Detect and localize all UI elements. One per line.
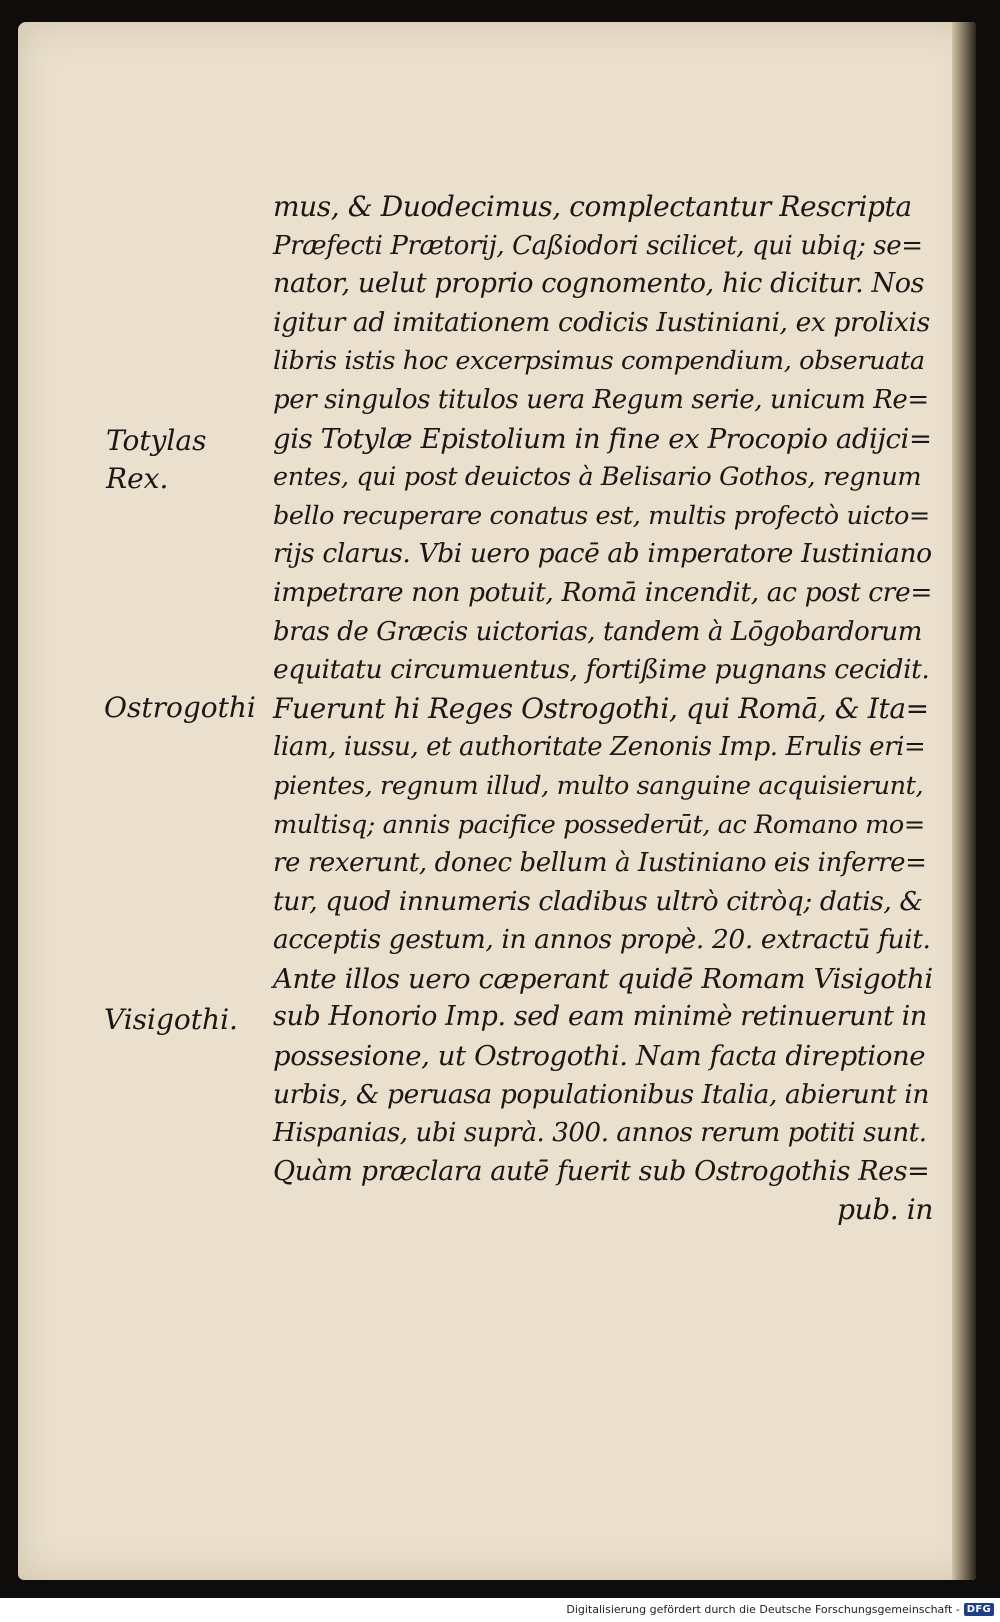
marginal-note-ostrogothi: Ostrogothi — [104, 691, 256, 724]
text-line: bello recuperare conatus est, multis profectò uicto= — [273, 500, 930, 531]
marginal-note-visigothi: Visigothi. — [104, 1003, 238, 1036]
text-line: per singulos titulos uera Regum serie, unicum Re= — [273, 384, 929, 415]
text-line: pub. in — [837, 1193, 933, 1227]
text-line: gis Totylæ Epistolium in fine ex Procopio adijci= — [273, 422, 932, 455]
text-line: tur, quod innumeris cladibus ultrò citròq; datis, & — [273, 885, 923, 917]
text-line: pientes, regnum illud, multo sanguine acquisierunt, — [273, 770, 924, 801]
text-line: libris istis hoc excerpsimus compendium, obseruata — [273, 346, 925, 377]
text-line: impetrare non potuit, Romā incendit, ac post cre= — [273, 576, 933, 608]
text-line: rijs clarus. Vbi uero pacē ab imperatore Iustiniano — [273, 538, 932, 570]
text-line: Hispanias, ubi suprà. 300. annos rerum potiti sunt. — [273, 1118, 927, 1149]
text-line: acceptis gestum, in annos propè. 20. extractū fuit. — [273, 924, 931, 956]
marginal-note-totylas: Totylas — [106, 424, 207, 457]
text-line: mus, & Duodecimus, complectantur Rescripta — [273, 190, 912, 223]
book-page — [18, 22, 976, 1580]
page-gutter — [952, 22, 976, 1580]
text-line: Quàm præclara autē fuerit sub Ostrogothis Res= — [273, 1155, 930, 1187]
text-line: entes, qui post deuictos à Belisario Gothos, regnum — [273, 462, 922, 493]
dfg-logo: DFG — [964, 1603, 994, 1616]
text-line: Ante illos uero cæperant quidē Romam Visigothi — [273, 962, 933, 995]
text-line: urbis, & peruasa populationibus Italia, abierunt in — [273, 1078, 929, 1110]
text-line: bras de Græcis uictorias, tandem à Lōgobardorum — [273, 616, 922, 647]
footer-credit: Digitalisierung gefördert durch die Deutsche Forschungsgemeinschaft - — [566, 1602, 960, 1616]
text-line: Fuerunt hi Reges Ostrogothi, qui Romā, & Ita= — [273, 691, 929, 725]
text-line: multisq; annis pacifice possederūt, ac Romano mo= — [273, 809, 925, 840]
text-line: equitatu circumuentus, fortißime pugnans cecidit. — [273, 654, 930, 686]
text-line: possesione, ut Ostrogothi. Nam facta direptione — [273, 1040, 926, 1073]
text-line: nator, uelut proprio cognomento, hic dicitur. Nos — [273, 268, 925, 300]
marginal-note-rex: Rex. — [106, 462, 169, 495]
body-text — [273, 188, 933, 1230]
text-line: igitur ad imitationem codicis Iustiniani, ex prolixis — [273, 306, 930, 338]
text-line: liam, iussu, et authoritate Zenonis Imp. Erulis eri= — [273, 732, 926, 763]
text-line: re rexerunt, donec bellum à Iustiniano eis inferre= — [273, 848, 927, 879]
text-line: Præfecti Prætorij, Caßiodori scilicet, qui ubiq; se= — [273, 230, 923, 261]
digitization-footer — [566, 1600, 994, 1618]
text-line: sub Honorio Imp. sed eam minimè retinuerunt in — [273, 1001, 927, 1033]
